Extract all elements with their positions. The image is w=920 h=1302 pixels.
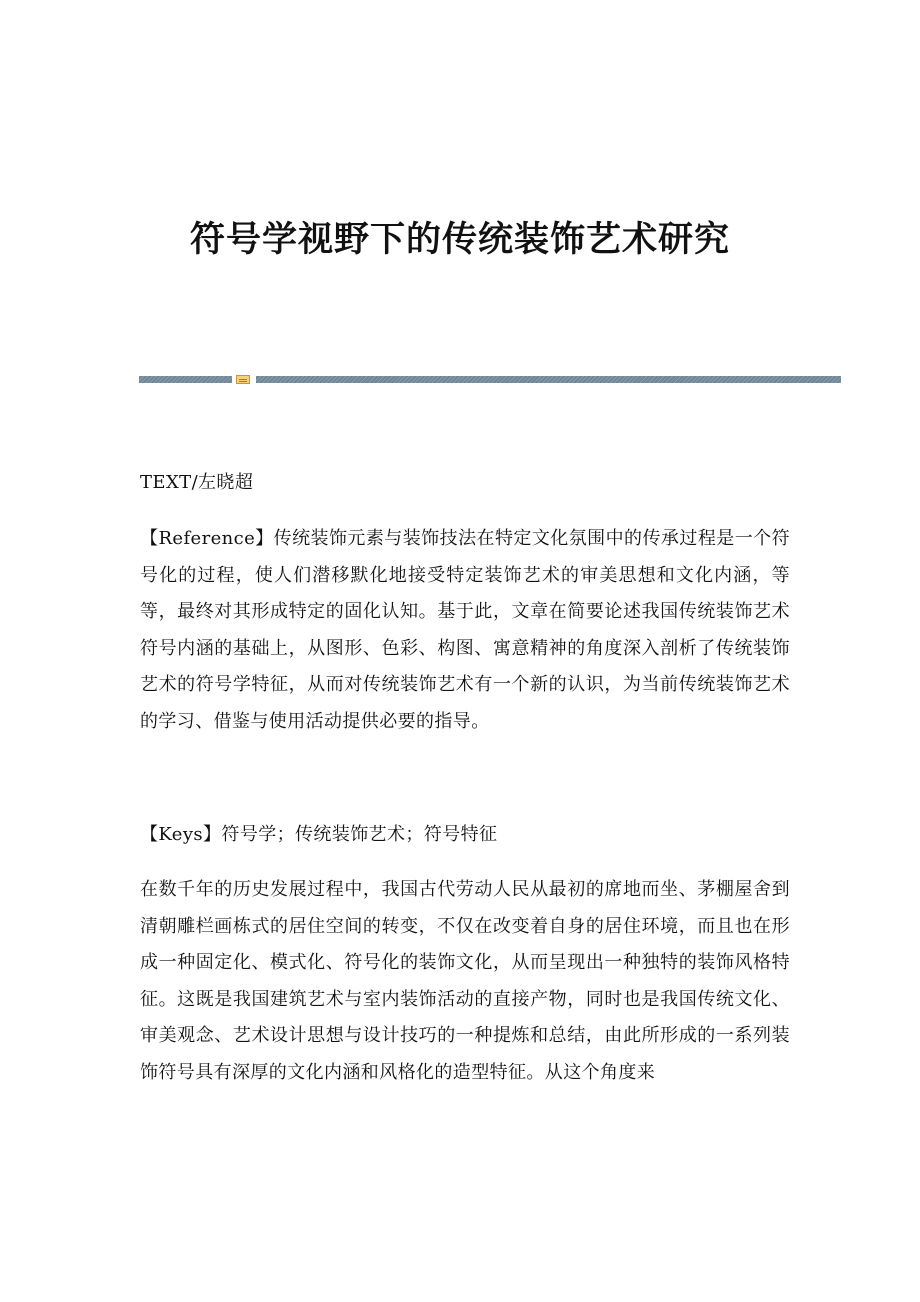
divider-bar-right: [256, 376, 841, 383]
intro-paragraph: 在数千年的历史发展过程中，我国古代劳动人民从最初的席地而坐、茅棚屋舍到清朝雕栏画栋式的居住空间的转变，不仅在改变着自身的居住环境，而且也在形成一种固定化、模式化、符号化的装饰文化，从而呈现出一种独特的装饰风格特征。这既是我国建筑艺术与室内装饰活动的直接产物，同时也是我国传统文化、审美观念、艺术设计思想与设计技巧的一种提炼和总结，由此所形成的一系列装饰符号具有深厚的文化内涵和风格化的造型特征。从这个角度来: [140, 879, 790, 1083]
author-line: TEXT/左晓超: [140, 472, 254, 493]
keywords-line: 【Keys】符号学；传统装饰艺术；符号特征: [140, 824, 498, 845]
page-title: 符号学视野下的传统装饰艺术研究: [189, 219, 730, 260]
abstract-paragraph: 【Reference】传统装饰元素与装饰技法在特定文化氛围中的传承过程是一个符号化的过程，使人们潜移默化地接受特定装饰艺术的审美思想和文化内涵，等等，最终对其形成特定的固化认知。基于此，文章在简要论述我国传统装饰艺术符号内涵的基础上，从图形、色彩、构图、寓意精神的角度深入剖析了传统装饰艺术的符号学特征，从而对传统装饰艺术有一个新的认识，为当前传统装饰艺术的学习、借鉴与使用活动提供必要的指导。: [140, 528, 790, 732]
divider-ornament-icon: [236, 375, 250, 384]
divider-bar-left: [139, 376, 232, 383]
title-divider: [139, 375, 841, 384]
